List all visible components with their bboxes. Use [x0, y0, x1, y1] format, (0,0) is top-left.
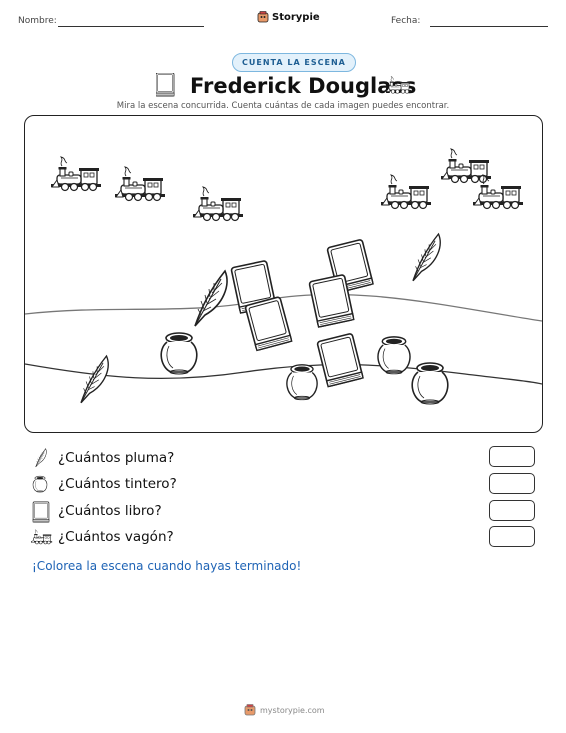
question-2-icon-wrap: [31, 475, 55, 495]
inkpot-4: [412, 363, 448, 404]
brand-logo: [257, 11, 320, 23]
closing-note: ¡Colorea la escena cuando hayas terminado!: [32, 559, 302, 573]
train-icon: [386, 73, 412, 97]
feather-3: [81, 356, 108, 403]
brand-name: Storypie: [272, 11, 320, 23]
question-3-icon-wrap: [32, 501, 56, 523]
book-2: [245, 297, 292, 351]
date-label: Fecha:: [391, 16, 421, 26]
inkpot-2: [287, 365, 317, 400]
answer-box-4[interactable]: [489, 526, 535, 547]
scene-panel: [24, 115, 543, 433]
scene-illustration: [25, 116, 542, 432]
storypie-icon: [257, 11, 269, 23]
activity-badge: CUENTA LA ESCENA: [232, 53, 356, 72]
answer-box-2[interactable]: [489, 473, 535, 494]
inkpot-1: [161, 333, 197, 374]
train-2: [115, 167, 165, 201]
answer-box-1[interactable]: [489, 446, 535, 467]
footer-url[interactable]: mystorypie.com: [260, 705, 325, 715]
footer: [244, 704, 325, 716]
feather-1: [195, 271, 227, 326]
inkpot-icon: [31, 475, 49, 493]
instructions: Mira la escena concurrida. Cuenta cuántas de cada imagen puedes encontrar.: [116, 101, 450, 111]
inkpot-3: [378, 337, 410, 374]
answer-box-3[interactable]: [489, 500, 535, 521]
train-3: [193, 187, 243, 221]
question-4: ¿Cuántos vagón?: [58, 529, 174, 545]
question-2: ¿Cuántos tintero?: [58, 476, 177, 492]
storypie-footer-icon: [244, 704, 256, 716]
name-label: Nombre:: [18, 16, 57, 26]
question-4-icon-wrap: [31, 528, 55, 548]
question-1-icon-wrap: [32, 448, 56, 468]
train-1: [51, 157, 101, 191]
question-3: ¿Cuántos libro?: [58, 503, 162, 519]
book-5: [317, 333, 363, 386]
train-icon: [31, 528, 53, 546]
feather-icon: [32, 448, 50, 468]
question-1: ¿Cuántos pluma?: [58, 450, 175, 466]
name-line[interactable]: [58, 26, 204, 27]
book-icon: [156, 73, 178, 97]
train-4: [381, 175, 431, 209]
page-title: Frederick Douglass: [190, 74, 417, 98]
feather-2: [413, 234, 440, 281]
book-icon: [32, 501, 50, 523]
date-line[interactable]: [430, 26, 548, 27]
